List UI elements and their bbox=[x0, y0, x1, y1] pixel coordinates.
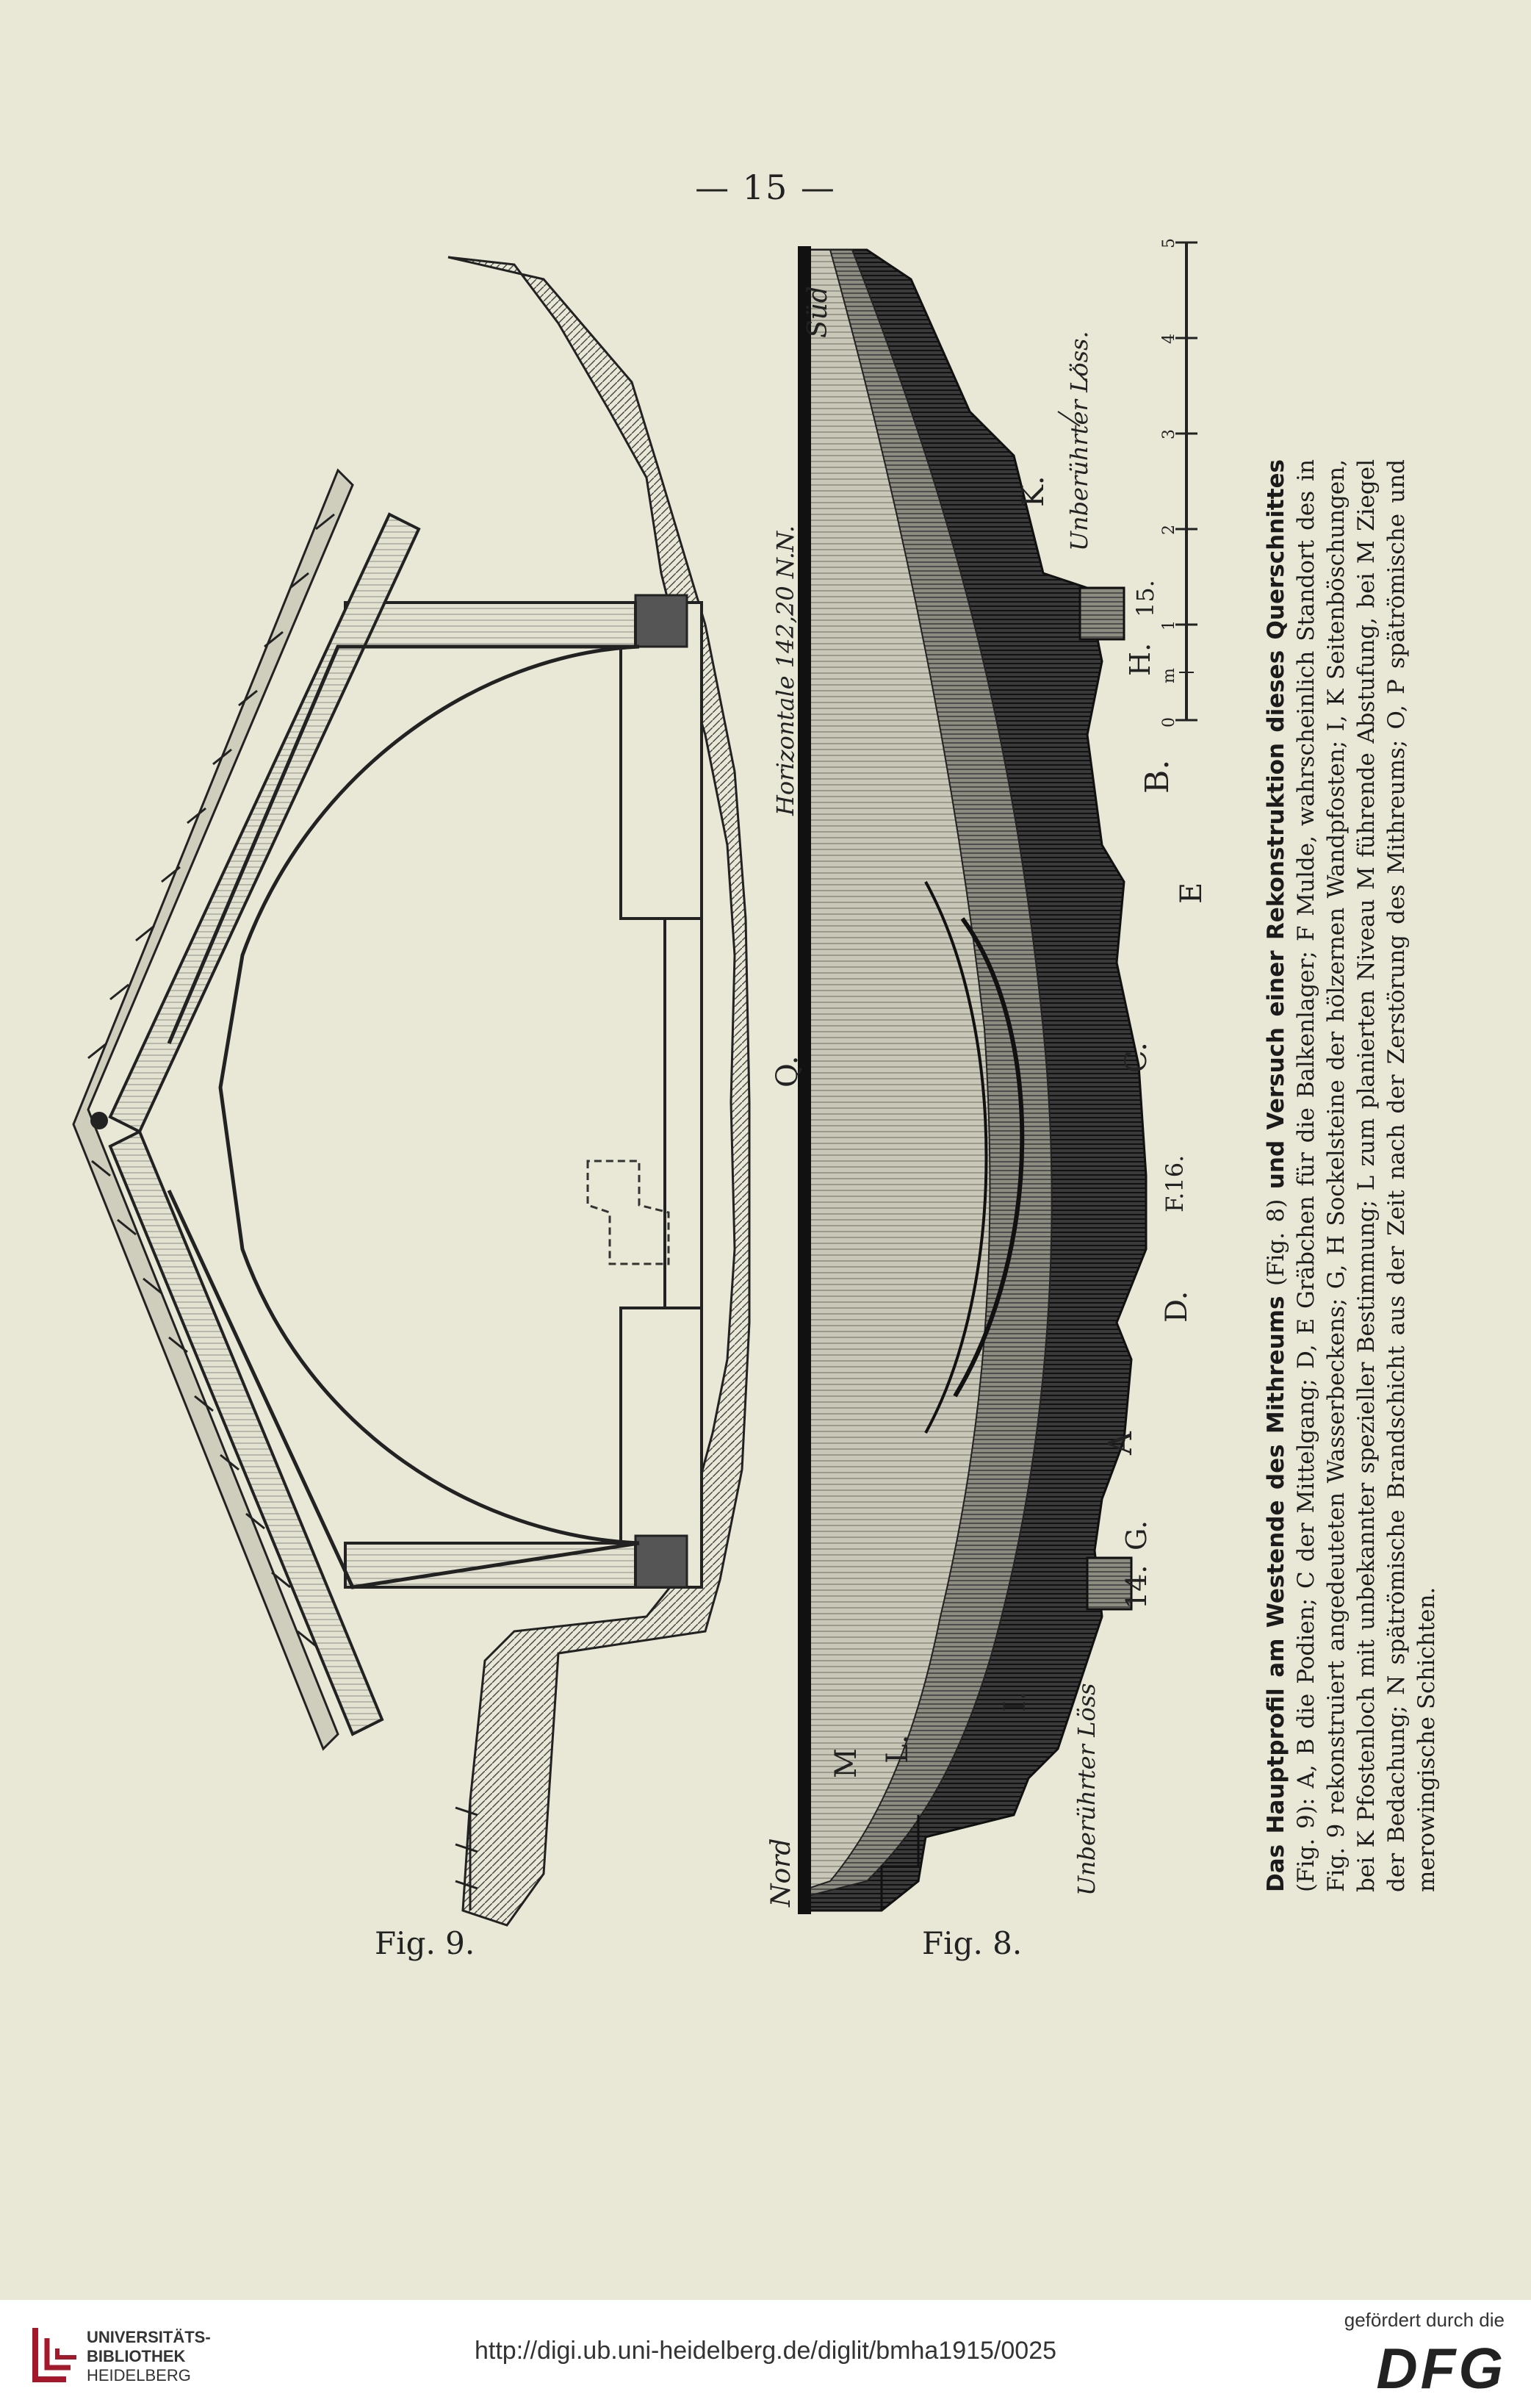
scale-label-2: 2 bbox=[1160, 525, 1178, 535]
label-e: E bbox=[1175, 882, 1208, 904]
fig9-rafter-left bbox=[110, 1132, 382, 1734]
caption-title-2: und Versuch einer Rekonstruktion dieses Querschnittes bbox=[1263, 459, 1289, 1190]
fig9-label: Fig. 9. bbox=[375, 1925, 475, 1961]
label-q: Q. bbox=[771, 1055, 804, 1088]
caption-title: Das Hauptprofil am Westende des Mithreums bbox=[1263, 1295, 1289, 1892]
label-k: K. bbox=[1017, 475, 1051, 507]
label-unberuehrter-loess-right: Unberührter Löss. bbox=[1065, 331, 1093, 551]
label-f16: F.16. bbox=[1161, 1154, 1189, 1212]
fig8-label: Fig. 8. bbox=[922, 1925, 1023, 1961]
page-number: — 15 — bbox=[695, 168, 836, 207]
label-sued: Süd bbox=[803, 286, 833, 338]
scale-label-0: 0 bbox=[1160, 717, 1178, 727]
scale-label-1: 1 bbox=[1160, 620, 1178, 630]
fig9-water-basin bbox=[588, 1161, 669, 1264]
caption-text-1: (Fig. 8) bbox=[1263, 1189, 1289, 1296]
caption-rotated-wrapper bbox=[1261, 459, 1442, 1892]
scale-label-5: 5 bbox=[1160, 238, 1178, 248]
label-c: C. bbox=[1120, 1042, 1153, 1073]
label-b: B. bbox=[1139, 759, 1176, 794]
fig9-floor-podium-b bbox=[621, 603, 702, 919]
label-horizontale: Horizontale 142,20 N.N. bbox=[771, 525, 799, 816]
fig9-ridge-knob bbox=[90, 1112, 108, 1129]
library-name-line1: UNIVERSITÄTS- bbox=[87, 2328, 211, 2346]
fig9-sockel-h bbox=[635, 595, 687, 647]
fig9-drawing bbox=[73, 257, 749, 1925]
fig9-roof-tile-edges bbox=[88, 514, 334, 1646]
label-g: G. bbox=[1120, 1520, 1153, 1550]
scale-bar bbox=[1160, 238, 1197, 727]
scale-label-3: 3 bbox=[1160, 429, 1178, 439]
label-15: 15. bbox=[1131, 580, 1159, 617]
library-name-line3: HEIDELBERG bbox=[87, 2366, 191, 2384]
label-h: H. bbox=[1124, 642, 1156, 676]
scale-label-4: 4 bbox=[1160, 334, 1178, 344]
fig9-post-right bbox=[345, 603, 635, 647]
scale-label-m: m bbox=[1160, 668, 1178, 683]
label-a: A bbox=[1102, 1431, 1139, 1455]
funded-by-text: gefördert durch die bbox=[1344, 2309, 1505, 2331]
dfg-logo: DFG bbox=[1376, 2336, 1506, 2401]
label-nord: Nord bbox=[766, 1838, 796, 1907]
label-l: L. bbox=[881, 1734, 915, 1764]
fig9-sockel-g bbox=[635, 1536, 687, 1587]
label-d: D. bbox=[1160, 1290, 1194, 1323]
fig9-soil-bank bbox=[448, 257, 749, 1925]
fig8-socket-15 bbox=[1080, 588, 1124, 639]
label-unberuehrter-loess-left: Unberührter Löss bbox=[1073, 1683, 1100, 1896]
label-i: I. bbox=[998, 1691, 1032, 1712]
library-name-line2: BIBLIOTHEK bbox=[87, 2347, 186, 2365]
label-14: 14. bbox=[1120, 1564, 1153, 1609]
label-m: M bbox=[829, 1748, 863, 1778]
fig9-floor-mittelgang bbox=[665, 919, 702, 1308]
permalink-url[interactable]: http://digi.ub.uni-heidelberg.de/diglit/bmha1915/0025 bbox=[474, 2337, 1057, 2365]
caption-text-2: (Fig. 9): A, B die Podien; C der Mittelgang; D, E Gräbchen für die Balkenlager; F Mulde, wahrscheinlich Standort des in Fig. 9 rekonstruiert angedeuteten Wasserbeckens; G, H Sockelsteine der hölzernen Wandpfosten; I, K Seitenböschungen, bei K Pfostenloch mit unbekannter spezieller Bestimmung; L zum planierten Niveau M führende Abstufung, bei M Ziegel der Bedachung; N spätrömische Brandschicht aus der Zeit nach der Zerstörung des Mithreums; O, P spätrömische und merowingische Schichten. bbox=[1293, 459, 1440, 1892]
figure-caption bbox=[1261, 459, 1442, 1892]
fig8-drawing bbox=[798, 246, 1146, 1914]
